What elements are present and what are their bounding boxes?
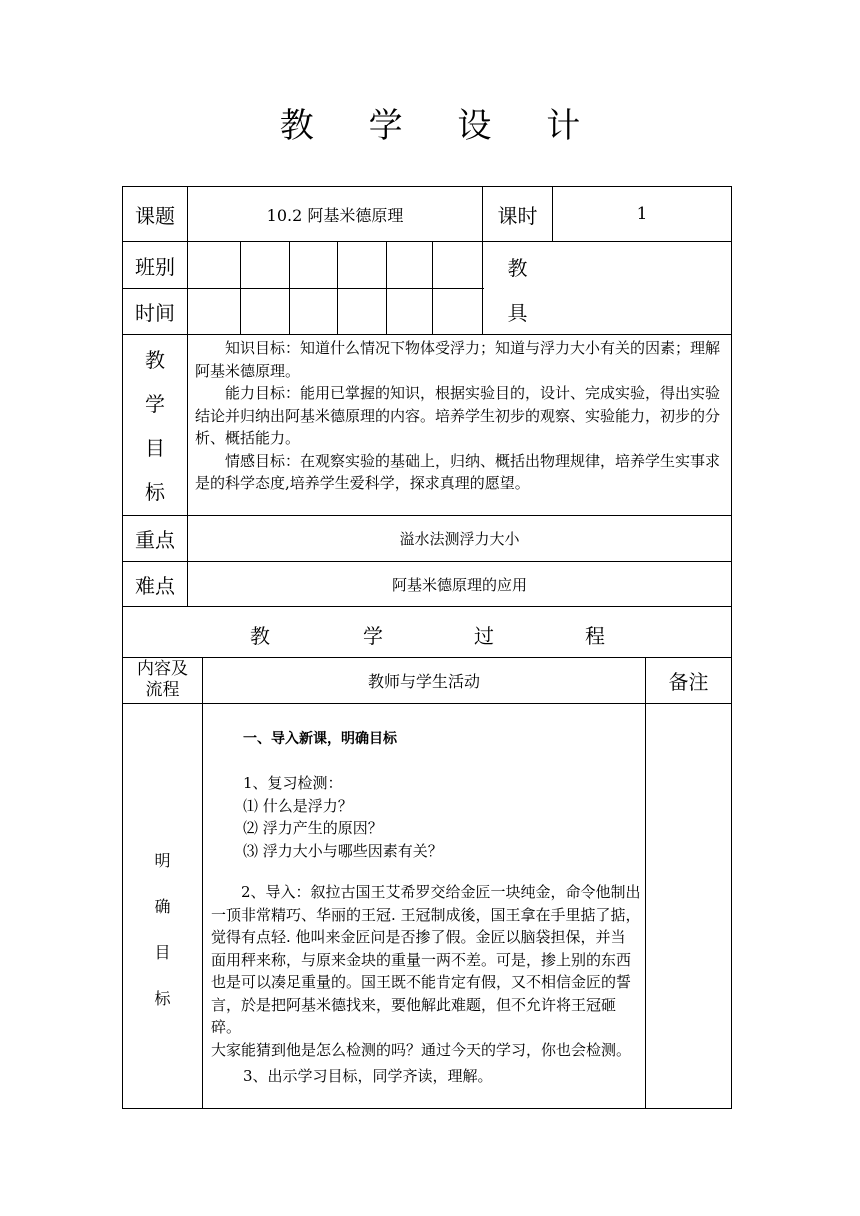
ability-line-1: 能力目标：能用已掌握的知识，根据实验目的，设计、完成实验，得出实验 [225, 384, 721, 402]
difficult-point-label: 难点 [135, 573, 175, 598]
ability-line-3: 析、概括能力。 [195, 429, 301, 447]
page-title: 教 学 设 计 [279, 106, 603, 146]
knowledge-line-1: 知识目标：知道什么情况下物体受浮力；知道与浮力大小有关的因素；理解 [225, 339, 721, 357]
stage-label: 明 确 目 标 [154, 851, 171, 1008]
tools-label-top: 教 [507, 255, 528, 280]
difficult-point-value: 阿基米德原理的应用 [391, 575, 527, 594]
key-point-label: 重点 [135, 528, 175, 552]
emotion-line-1: 情感目标：在观察实验的基础上，归纳、概括出物理规律，培养学生实事求 [225, 451, 721, 470]
review-block [243, 772, 443, 862]
review-question-3: ⑶ 浮力大小与哪些因素有关？ [243, 841, 443, 860]
tools-label-bottom: 具 [507, 300, 528, 325]
hours-label: 课时 [497, 203, 538, 228]
review-title: 1、复习检测： [243, 774, 343, 792]
activity-column-header: 教师与学生活动 [367, 672, 480, 691]
step-3: 3、出示学习目标，同学齐读，理解。 [243, 1067, 493, 1085]
topic-label: 课题 [135, 203, 175, 228]
review-question-2: ⑵ 浮力产生的原因？ [243, 819, 383, 837]
time-label: 时间 [135, 301, 175, 325]
emotion-line-2: 是的科学态度,培养学生爱科学，探求真理的愿望。 [195, 474, 530, 492]
ability-line-2: 结论并归纳出阿基米德原理的内容。培养学生初步的观察、实验能力，初步的分 [195, 406, 721, 425]
review-question-1: ⑴ 什么是浮力？ [243, 796, 353, 815]
stage-heading: 一、导入新课，明确目标 [243, 731, 397, 747]
objectives-text [195, 337, 727, 495]
process-header: 教 学 过 程 [250, 624, 605, 648]
content-column-header: 内容及 流程 [137, 659, 188, 700]
hours-value: 1 [636, 204, 648, 224]
class-label: 班别 [135, 254, 175, 279]
notes-column-header: 备注 [668, 670, 709, 694]
knowledge-line-2: 阿基米德原理。 [195, 361, 301, 380]
topic-value: 10.2 阿基米德原理 [266, 205, 404, 225]
intro-paragraph: 2、导入：叙拉古国王艾希罗交给金匠一块纯金，命令他制出 一顶非常精巧、华丽的王冠. 王冠制成後，国王拿在手里掂了掂， 觉得有点轻. 他叫来金匠问是否掺了假。金匠以脑袋担保，并当 面用秤来称，与原来金块的重量一两不差。可是，掺上别的东西 也是可以凑足重量的。国王既不能肯定有假，又不相信金匠的誓 言，於是把阿基米德找来，要他解此难题，但不允许将王冠砸碎。 大家能猜到他是怎么检测的吗？通过今天的学习，你也会检测。 [211, 883, 641, 1059]
objectives-label: 教 学 目 标 [145, 348, 165, 504]
key-point-value: 溢水法测浮力大小 [399, 530, 520, 548]
